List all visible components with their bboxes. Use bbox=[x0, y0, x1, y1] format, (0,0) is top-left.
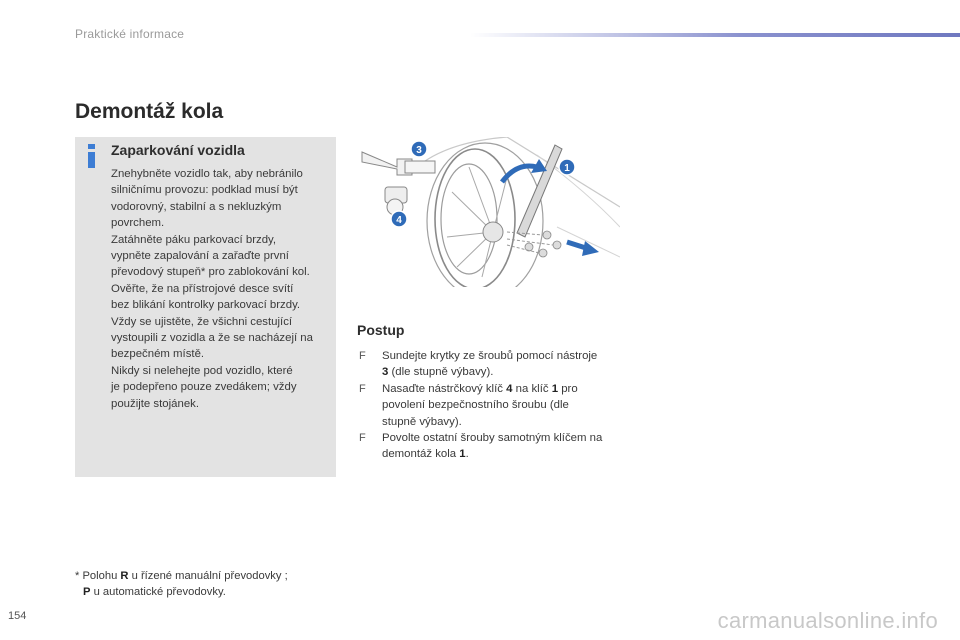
info-line: vodorovný, stabilní a s nekluzkým bbox=[111, 200, 282, 213]
info-line: Nikdy si nelehejte pod vozidlo, které bbox=[111, 364, 293, 377]
header-accent-bar bbox=[470, 33, 960, 37]
info-box-title: Zaparkování vozidla bbox=[111, 142, 245, 158]
callout-1 bbox=[559, 159, 575, 175]
callout-3-label: 3 bbox=[416, 145, 422, 156]
section-title: Praktické informace bbox=[75, 27, 185, 41]
info-line: bez blikání kontrolky parkovací brzdy. bbox=[111, 299, 301, 312]
info-box-body bbox=[111, 166, 331, 412]
info-line: vypněte zapalování a zařaďte první bbox=[111, 250, 289, 263]
procedure-step: F Sundejte krytky ze šroubů pomocí nástroje 3 (dle stupně výbavy). bbox=[359, 350, 598, 379]
info-line: je podepřeno pouze zvedákem; vždy bbox=[111, 381, 297, 394]
procedure-step: F Nasaďte nástrčkový klíč 4 na klíč 1 pro povolení bezpečnostního šroubu (dle stupně výbavy). bbox=[359, 382, 578, 428]
procedure-title: Postup bbox=[357, 322, 405, 338]
callout-4-label: 4 bbox=[396, 215, 402, 226]
watermark: carmanualsonline.info bbox=[717, 608, 938, 633]
info-line: povrchem. bbox=[111, 217, 165, 230]
info-line: Ověřte, že na přístrojové desce svítí bbox=[111, 282, 294, 295]
info-line: Vždy se ujistěte, že všichni cestující bbox=[111, 315, 293, 328]
wheel-removal-illustration bbox=[357, 137, 620, 287]
page-title: Demontáž kola bbox=[75, 100, 224, 123]
info-line: silničnímu provozu: podklad musí být bbox=[111, 184, 298, 197]
callout-4 bbox=[391, 211, 407, 227]
callout-3 bbox=[411, 141, 427, 157]
info-line: Zatáhněte páku parkovací brzdy, bbox=[111, 233, 277, 246]
bullet-glyph: F bbox=[359, 350, 366, 362]
info-line: převodový stupeň* pro zablokování kol. bbox=[111, 266, 310, 279]
footnote: * Polohu R u řízené manuální převodovky ; P u automatické převodovky. bbox=[75, 570, 288, 598]
info-line: Znehybněte vozidlo tak, aby nebránilo bbox=[111, 168, 303, 180]
info-line: použijte stojánek. bbox=[111, 397, 200, 410]
info-icon bbox=[86, 144, 98, 168]
procedure-steps bbox=[357, 348, 632, 463]
procedure-step: F Povolte ostatní šrouby samotným klíčem na demontáž kola 1. bbox=[359, 432, 603, 461]
info-line: bezpečném místě. bbox=[111, 348, 205, 361]
info-line: vystoupili z vozidla a že se nacházejí na bbox=[111, 332, 313, 345]
bullet-glyph: F bbox=[359, 432, 366, 445]
callout-1-label: 1 bbox=[564, 163, 570, 174]
page-number: 154 bbox=[8, 610, 27, 622]
bullet-glyph: F bbox=[359, 382, 366, 395]
